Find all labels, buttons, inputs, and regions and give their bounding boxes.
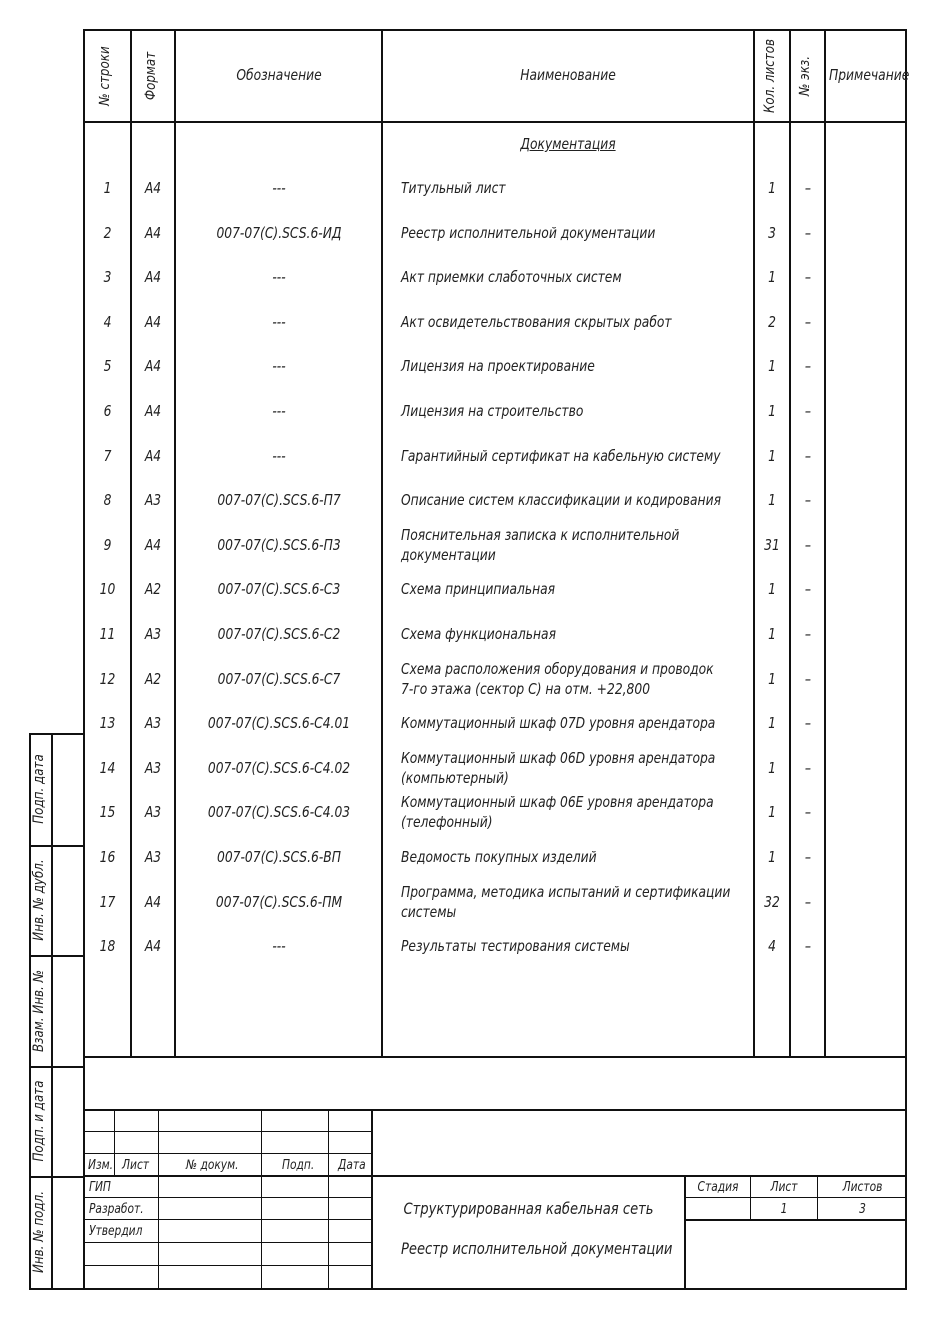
stamp-data: Дата [338, 1158, 366, 1173]
row-format: А3 [144, 848, 162, 866]
stamp-vline-1 [114, 1109, 115, 1177]
row-copies: – [804, 848, 812, 866]
row-format: А3 [144, 803, 162, 821]
row-designation: 007-07(С).SCS.6-С4.02 [207, 759, 351, 777]
row-designation: 007-07(С).SCS.6-П7 [217, 491, 341, 509]
row-name: Описание систем классификации и кодирования [401, 491, 721, 509]
stamp-stadiya-label: Стадия [697, 1180, 739, 1195]
row-copies: – [804, 893, 812, 911]
side-sep-1 [29, 845, 85, 847]
row-sheets: 1 [768, 848, 776, 866]
stamp-utverdil: Утвердил [89, 1224, 143, 1239]
stage-vline-1 [684, 1176, 686, 1290]
side-sep-4 [29, 1176, 85, 1178]
row-number: 11 [99, 625, 116, 643]
frame-bottom [29, 1288, 907, 1290]
stamp-podp: Подп. [282, 1158, 315, 1173]
row-name: Программа, методика испытаний и сертификации [401, 883, 731, 901]
stamp-n-dokum: № докум. [186, 1158, 239, 1173]
row-copies: – [804, 313, 812, 331]
stage-vline-3 [817, 1176, 818, 1220]
row-designation: 007-07(С).SCS.6-С4.03 [207, 803, 351, 821]
header-sheets: Кол. листов [762, 38, 778, 114]
row-name: Ведомость покупных изделий [401, 848, 597, 866]
header-bottom-line [83, 121, 907, 123]
row-number: 9 [103, 536, 112, 554]
side-top-line [29, 733, 85, 735]
side-label-inv-dubl: Инв. № дубл. [31, 859, 47, 941]
row-number: 5 [103, 357, 112, 375]
side-mid-line [51, 733, 53, 1290]
row-name: Титульный лист [401, 179, 506, 197]
row-designation: 007-07(С).SCS.6-П3 [217, 536, 341, 554]
row-designation: 007-07(С).SCS.6-С7 [217, 670, 341, 688]
row-name-line2: 7-го этажа (сектор С) на отм. +22,800 [401, 680, 651, 698]
row-name-line2: системы [401, 903, 457, 921]
header-copies: № экз. [797, 56, 813, 97]
row-sheets: 1 [768, 670, 776, 688]
row-number: 3 [103, 268, 112, 286]
stamp-title-2: Реестр исполнительной документации [400, 1239, 673, 1258]
row-copies: – [804, 402, 812, 420]
row-designation: --- [272, 402, 286, 420]
row-name: Лицензия на проектирование [401, 357, 595, 375]
side-sep-3 [29, 1066, 85, 1068]
row-number: 16 [99, 848, 116, 866]
col-line-2 [174, 29, 176, 1058]
side-label-podp-data: Подп. дата [31, 754, 47, 824]
row-sheets: 2 [768, 313, 776, 331]
row-number: 10 [99, 580, 116, 598]
row-copies: – [804, 491, 812, 509]
side-label-inv-podl: Инв. № подл. [31, 1190, 47, 1274]
row-designation: --- [272, 179, 286, 197]
row-copies: – [804, 536, 812, 554]
row-format: А3 [144, 625, 162, 643]
row-number: 1 [103, 179, 112, 197]
stamp-title-1: Структурированная кабельная сеть [403, 1199, 654, 1218]
row-sheets: 1 [768, 179, 776, 197]
row-designation: --- [272, 447, 286, 465]
side-label-podp-i-data: Подп. и дата [31, 1080, 47, 1162]
section-title: Документация [520, 135, 616, 153]
stamp-vline-3 [261, 1109, 262, 1290]
row-format: А4 [144, 313, 162, 331]
stamp-hline-6 [83, 1242, 373, 1243]
row-format: А3 [144, 714, 162, 732]
row-name: Реестр исполнительной документации [401, 224, 656, 242]
row-name: Лицензия на строительство [401, 402, 584, 420]
row-sheets: 1 [768, 714, 776, 732]
row-sheets: 1 [768, 491, 776, 509]
row-name: Гарантийный сертификат на кабельную систему [401, 447, 721, 465]
row-number: 15 [99, 803, 116, 821]
stamp-hline-3 [83, 1175, 907, 1177]
stamp-list: Лист [122, 1158, 150, 1173]
row-name: Пояснительная записка к исполнительной [401, 526, 680, 544]
row-designation: --- [272, 937, 286, 955]
row-sheets: 3 [768, 224, 776, 242]
row-sheets: 1 [768, 357, 776, 375]
row-sheets: 1 [768, 803, 776, 821]
row-copies: – [804, 937, 812, 955]
frame-top [83, 29, 907, 31]
stamp-list-value: 1 [780, 1202, 788, 1217]
row-copies: – [804, 803, 812, 821]
stamp-razrab: Разработ. [89, 1202, 144, 1217]
row-format: А3 [144, 491, 162, 509]
row-number: 14 [99, 759, 116, 777]
row-number: 18 [99, 937, 116, 955]
row-copies: – [804, 580, 812, 598]
stamp-list-label: Лист [770, 1180, 798, 1195]
col-line-4 [753, 29, 755, 1058]
stamp-hline-7 [83, 1265, 373, 1266]
row-copies: – [804, 714, 812, 732]
side-sep-2 [29, 955, 85, 957]
row-sheets: 31 [764, 536, 780, 554]
row-copies: – [804, 625, 812, 643]
row-format: А4 [144, 402, 162, 420]
row-copies: – [804, 268, 812, 286]
row-name: Коммутационный шкаф 06Е уровня арендатора [401, 793, 714, 811]
header-format: Формат [143, 51, 159, 101]
row-designation: 007-07(С).SCS.6-ПМ [215, 893, 343, 911]
stage-hline-1 [684, 1197, 907, 1198]
row-number: 2 [103, 224, 112, 242]
row-name: Акт освидетельствования скрытых работ [401, 313, 672, 331]
row-designation: 007-07(С).SCS.6-С3 [217, 580, 341, 598]
stamp-vline-2 [158, 1109, 159, 1290]
col-line-3 [381, 29, 383, 1058]
row-number: 13 [99, 714, 116, 732]
stamp-hline-2 [83, 1153, 373, 1154]
row-designation: 007-07(С).SCS.6-С4.01 [207, 714, 351, 732]
row-name: Схема принципиальная [401, 580, 556, 598]
row-sheets: 32 [764, 893, 780, 911]
stamp-vline-4 [328, 1109, 329, 1290]
row-sheets: 1 [768, 580, 776, 598]
row-format: А3 [144, 759, 162, 777]
stage-hline-2 [684, 1219, 907, 1221]
row-sheets: 1 [768, 268, 776, 286]
row-name: Коммутационный шкаф 07D уровня арендатора [401, 714, 716, 732]
row-designation: --- [272, 268, 286, 286]
col-line-1 [130, 29, 132, 1058]
row-format: А4 [144, 357, 162, 375]
row-name: Результаты тестирования системы [401, 937, 630, 955]
row-format: А4 [144, 893, 162, 911]
frame-right [905, 29, 907, 1290]
row-number: 4 [103, 313, 112, 331]
row-format: А4 [144, 447, 162, 465]
col-line-6 [824, 29, 826, 1058]
col-line-5 [789, 29, 791, 1058]
row-number: 12 [99, 670, 116, 688]
row-format: А4 [144, 224, 162, 242]
header-row-no: № строки [97, 46, 113, 106]
stamp-hline-1 [83, 1131, 373, 1132]
stamp-izm: Изм. [88, 1158, 114, 1173]
stamp-vline-5 [371, 1109, 373, 1290]
row-designation: --- [272, 313, 286, 331]
row-name-line2: (компьютерный) [401, 769, 509, 787]
row-format: А2 [144, 670, 162, 688]
row-sheets: 4 [768, 937, 776, 955]
row-designation: 007-07(С).SCS.6-С2 [217, 625, 341, 643]
row-format: А4 [144, 268, 162, 286]
side-label-vzam-inv: Взам. Инв. № [31, 970, 47, 1052]
row-name: Схема расположения оборудования и проводок [401, 660, 714, 678]
table-bottom-line [85, 1056, 907, 1058]
stamp-listov-value: 3 [859, 1202, 866, 1217]
row-format: А4 [144, 179, 162, 197]
row-copies: – [804, 670, 812, 688]
stamp-listov-label: Листов [842, 1180, 883, 1195]
row-copies: – [804, 224, 812, 242]
row-designation: --- [272, 357, 286, 375]
row-number: 7 [103, 447, 112, 465]
row-sheets: 1 [768, 402, 776, 420]
row-copies: – [804, 179, 812, 197]
row-designation: 007-07(С).SCS.6-ИД [216, 224, 342, 242]
stage-vline-2 [750, 1176, 751, 1220]
row-sheets: 1 [768, 759, 776, 777]
header-designation: Обозначение [236, 66, 322, 84]
header-name: Наименование [520, 66, 616, 84]
row-format: А2 [144, 580, 162, 598]
stamp-hline-4 [83, 1197, 373, 1198]
row-name-line2: документации [401, 546, 496, 564]
row-copies: – [804, 759, 812, 777]
header-note: Примечание [829, 66, 910, 84]
row-name: Акт приемки слаботочных систем [401, 268, 622, 286]
frame-left [83, 29, 85, 1290]
row-copies: – [804, 447, 812, 465]
row-format: А4 [144, 536, 162, 554]
row-number: 17 [99, 893, 116, 911]
row-number: 6 [103, 402, 112, 420]
row-format: А4 [144, 937, 162, 955]
stamp-gip: ГИП [89, 1180, 111, 1195]
row-designation: 007-07(С).SCS.6-ВП [217, 848, 341, 866]
row-number: 8 [103, 491, 112, 509]
stamp-hline-5 [83, 1219, 373, 1220]
row-copies: – [804, 357, 812, 375]
row-name: Схема функциональная [401, 625, 556, 643]
row-sheets: 1 [768, 625, 776, 643]
row-name: Коммутационный шкаф 06D уровня арендатора [401, 749, 716, 767]
stamp-top-line [83, 1109, 907, 1111]
row-sheets: 1 [768, 447, 776, 465]
row-name-line2: (телефонный) [401, 813, 493, 831]
